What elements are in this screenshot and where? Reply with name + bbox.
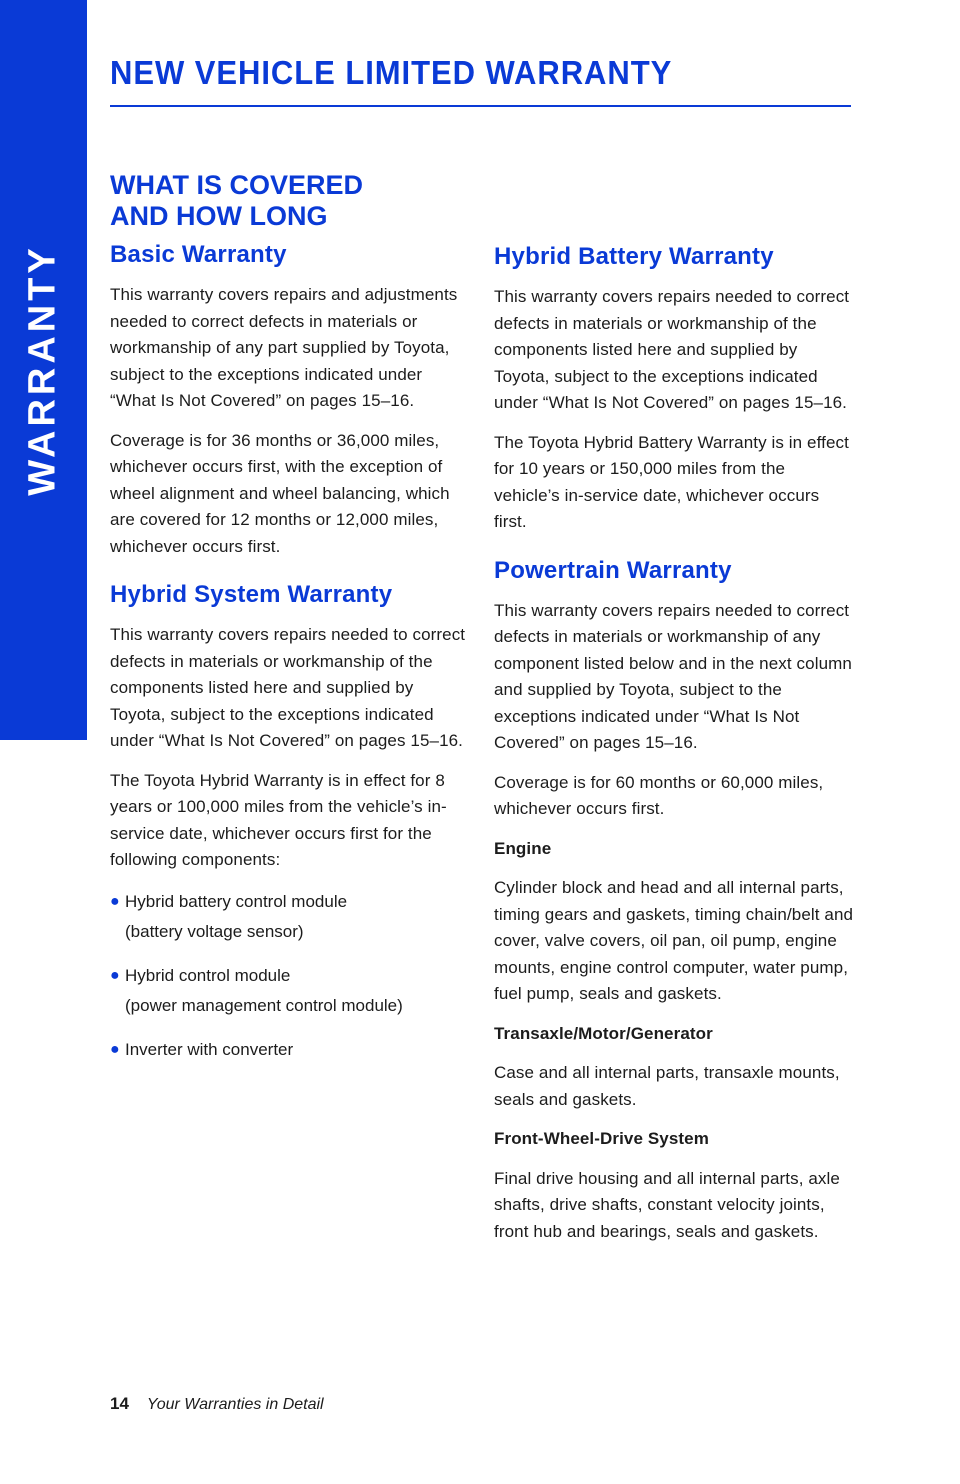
list-item (110, 961, 470, 1021)
hybrid-battery-paragraph-1: This warranty covers repairs needed to correct defects in materials or workmanship of the components listed here and supplied by Toyota, subject to the exceptions indicated under “What Is Not Covered” on pages 15–16. (494, 287, 850, 412)
list-item-line-1: Inverter with converter (125, 1039, 294, 1059)
powertrain-heading: Powertrain Warranty (494, 556, 732, 584)
list-item-line-1: Hybrid battery control module (125, 891, 348, 911)
hybrid-battery-heading: Hybrid Battery Warranty (494, 243, 774, 270)
bullet-icon: ● (110, 1040, 120, 1058)
footer-text: Your Warranties in Detail (146, 1396, 324, 1413)
basic-warranty-heading: Basic Warranty (110, 241, 287, 268)
page-number: 14 (110, 1394, 129, 1413)
page-footer (110, 1394, 324, 1414)
bullet-icon: ● (110, 966, 120, 984)
basic-warranty-paragraph-1: This warranty covers repairs and adjustments needed to correct defects in materials or workmanship of any part supplied by Toyota, subject to the exceptions indicated under “What Is Not Covered” on pages 15–16. (110, 285, 458, 410)
page-title: NEW VEHICLE LIMITED WARRANTY (110, 54, 673, 91)
bullet-icon: ● (110, 892, 120, 910)
fwd-system-text: Final drive housing and all internal parts, axle shafts, drive shafts, constant velocity joints, front hub and bearings, seals and gaskets. (494, 1168, 840, 1241)
hybrid-components-list (110, 887, 470, 1065)
section-heading-line-2: AND HOW LONG (110, 201, 328, 231)
fwd-system-label: Front-Wheel-Drive System (494, 1129, 709, 1148)
powertrain-paragraph-2: Coverage is for 60 months or 60,000 miles, whichever occurs first. (494, 772, 824, 818)
section-heading-line-1: WHAT IS COVERED (110, 170, 364, 200)
hybrid-system-paragraph-1: This warranty covers repairs needed to correct defects in materials or workmanship of the components listed here and supplied by Toyota, subject to the exceptions indicated under “What Is Not Covered” on pages 15–16. (110, 625, 466, 750)
engine-label: Engine (494, 838, 552, 858)
transaxle-text: Case and all internal parts, transaxle mounts, seals and gaskets. (494, 1063, 840, 1109)
list-item-line-2: (battery voltage sensor) (125, 921, 304, 941)
side-tab-label: WARRANTY (21, 244, 64, 496)
left-column (110, 240, 470, 1079)
list-item (110, 887, 470, 947)
transaxle-label: Transaxle/Motor/Generator (494, 1023, 713, 1043)
list-item-line-2: (power management control module) (125, 995, 403, 1015)
hybrid-system-paragraph-2: The Toyota Hybrid Warranty is in effect for 8 years or 100,000 miles from the vehicle’s in-service date, whichever occurs first for the following components: (110, 770, 447, 869)
hybrid-system-heading: Hybrid System Warranty (110, 581, 393, 608)
title-divider (110, 105, 851, 107)
list-item-line-1: Hybrid control module (125, 965, 291, 985)
powertrain-paragraph-1: This warranty covers repairs needed to correct defects in materials or workmanship of any component listed below and in the next column and supplied by Toyota, subject to the exceptions indicated under “What Is Not Covered” on pages 15–16. (494, 600, 852, 752)
basic-warranty-paragraph-2: Coverage is for 36 months or 36,000 miles, whichever occurs first, with the exception of wheel alignment and wheel balancing, which are covered for 12 months or 12,000 miles, whichever occurs first. (110, 430, 450, 556)
section-heading (110, 170, 363, 232)
list-item (110, 1035, 470, 1065)
hybrid-battery-paragraph-2: The Toyota Hybrid Battery Warranty is in effect for 10 years or 150,000 miles from the vehicle’s in-service date, whichever occurs first. (494, 432, 849, 531)
right-column (494, 242, 854, 1258)
engine-text: Cylinder block and head and all internal parts, timing gears and gaskets, timing chain/belt and cover, valve covers, oil pan, oil pump, engine mounts, engine control computer, water pump, fuel pump, seals and gaskets. (494, 878, 854, 1003)
side-tab (0, 0, 87, 740)
